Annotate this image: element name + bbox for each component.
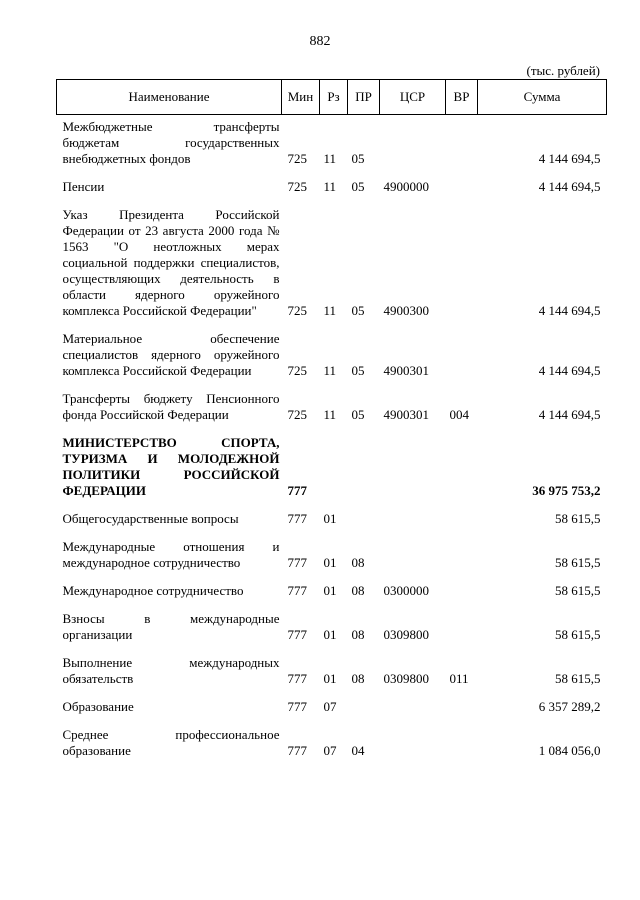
cell-rz: 01	[323, 671, 337, 686]
table-row	[57, 499, 607, 527]
cell-name: МИНИСТЕРСТВО СПОРТА, ТУРИЗМА И МОЛОДЕЖНОЙ ПОЛИТИКИ РОССИЙСКОЙ ФЕДЕРАЦИИ	[62, 435, 280, 498]
cell-vr	[446, 499, 478, 527]
cell-min: 777	[287, 583, 307, 598]
header-vr: ВР	[446, 80, 478, 115]
cell-csr	[380, 115, 446, 168]
cell-name: Взносы в международные организации	[62, 611, 280, 642]
page-number: 882	[309, 34, 331, 49]
cell-pr: 05	[351, 407, 365, 422]
header-csr: ЦСР	[380, 80, 446, 115]
cell-csr: 4900300	[383, 303, 429, 318]
cell-csr	[380, 527, 446, 571]
cell-vr	[446, 527, 478, 571]
cell-rz: 11	[323, 303, 337, 318]
cell-rz: 01	[323, 583, 337, 598]
cell-rz: 11	[323, 407, 337, 422]
cell-vr: 011	[449, 671, 469, 686]
cell-csr: 4900000	[383, 179, 429, 194]
cell-pr	[348, 499, 380, 527]
cell-min: 777	[287, 511, 307, 526]
cell-csr: 0300000	[383, 583, 429, 598]
cell-vr	[446, 571, 478, 599]
table-header-row	[57, 80, 607, 115]
cell-sum: 4 144 694,5	[538, 303, 601, 318]
cell-vr: 004	[449, 407, 469, 422]
cell-min: 725	[287, 303, 307, 318]
cell-min: 777	[287, 743, 307, 758]
units-label: (тыс. рублей)	[526, 63, 600, 78]
cell-rz	[320, 423, 348, 499]
cell-csr	[380, 687, 446, 715]
cell-name: Межбюджетные трансферты бюджетам государственных внебюджетных фондов	[62, 119, 280, 166]
cell-min: 777	[287, 555, 307, 570]
table-row	[57, 167, 607, 195]
cell-pr: 05	[351, 179, 365, 194]
cell-sum: 58 615,5	[555, 671, 601, 686]
cell-name: Международное сотрудничество	[62, 583, 244, 598]
table-row	[57, 599, 607, 643]
cell-min: 777	[287, 627, 307, 642]
cell-name: Материальное обеспечение специалистов ядерного оружейного комплекса Российской Федерации	[62, 331, 280, 378]
cell-csr: 4900301	[383, 363, 429, 378]
table-row	[57, 715, 607, 759]
cell-min: 725	[287, 151, 307, 166]
cell-sum: 58 615,5	[555, 627, 601, 642]
cell-sum: 58 615,5	[555, 511, 601, 526]
cell-min: 777	[287, 699, 307, 714]
cell-csr: 4900301	[383, 407, 429, 422]
cell-name: Образование	[62, 699, 134, 714]
table-body	[57, 115, 607, 760]
cell-vr	[446, 167, 478, 195]
cell-csr	[380, 423, 446, 499]
table-row	[57, 643, 607, 687]
cell-vr	[446, 319, 478, 379]
cell-rz: 01	[323, 627, 337, 642]
cell-pr: 08	[351, 671, 365, 686]
cell-pr: 05	[351, 303, 365, 318]
cell-min: 725	[287, 407, 307, 422]
cell-sum: 36 975 753,2	[532, 483, 601, 498]
table-row	[57, 379, 607, 423]
cell-csr: 0309800	[383, 671, 429, 686]
cell-rz: 01	[323, 555, 337, 570]
cell-csr: 0309800	[383, 627, 429, 642]
cell-rz: 01	[323, 511, 337, 526]
cell-vr	[446, 195, 478, 319]
cell-csr	[380, 715, 446, 759]
table-row	[57, 527, 607, 571]
table-row	[57, 423, 607, 499]
cell-pr	[348, 687, 380, 715]
header-rz: Рз	[320, 80, 348, 115]
cell-rz: 11	[323, 179, 337, 194]
cell-vr	[446, 115, 478, 168]
cell-rz: 11	[323, 363, 337, 378]
table-row	[57, 319, 607, 379]
cell-sum: 6 357 289,2	[538, 699, 601, 714]
cell-vr	[446, 687, 478, 715]
cell-min: 725	[287, 363, 307, 378]
header-sum: Сумма	[478, 80, 607, 115]
cell-rz: 07	[323, 743, 337, 758]
header-pr: ПР	[348, 80, 380, 115]
cell-name: Пенсии	[62, 179, 105, 194]
budget-table	[56, 79, 607, 759]
cell-name: Международные отношения и международное сотрудничество	[62, 539, 280, 570]
cell-vr	[446, 715, 478, 759]
cell-pr: 08	[351, 555, 365, 570]
cell-rz: 11	[323, 151, 337, 166]
cell-pr: 05	[351, 151, 365, 166]
cell-name: Трансферты бюджету Пенсионного фонда Российской Федерации	[62, 391, 280, 422]
cell-sum: 58 615,5	[555, 583, 601, 598]
cell-pr: 08	[351, 627, 365, 642]
cell-pr: 05	[351, 363, 365, 378]
cell-name: Общегосударственные вопросы	[62, 511, 239, 526]
cell-vr	[446, 423, 478, 499]
table-row	[57, 571, 607, 599]
cell-sum: 4 144 694,5	[538, 151, 601, 166]
cell-pr: 08	[351, 583, 365, 598]
header-min: Мин	[282, 80, 320, 115]
table-row	[57, 687, 607, 715]
cell-name: Выполнение международных обязательств	[62, 655, 280, 686]
cell-sum: 4 144 694,5	[538, 363, 601, 378]
cell-min: 725	[287, 179, 307, 194]
cell-pr: 04	[351, 743, 365, 758]
cell-rz: 07	[323, 699, 337, 714]
cell-pr	[348, 423, 380, 499]
cell-vr	[446, 599, 478, 643]
header-name: Наименование	[57, 80, 282, 115]
cell-name: Указ Президента Российской Федерации от 23 августа 2000 года № 1563 "О неотложных мерах социальной поддержки специалистов, осуществляющих деятельность в области ядерного оружейного комплекса Российской Федерации"	[62, 207, 280, 318]
cell-min: 777	[287, 483, 307, 498]
cell-name: Среднее профессиональное образование	[62, 727, 280, 758]
table-row	[57, 115, 607, 168]
cell-sum: 1 084 056,0	[538, 743, 601, 758]
cell-sum: 4 144 694,5	[538, 407, 601, 422]
cell-min: 777	[287, 671, 307, 686]
cell-csr	[380, 499, 446, 527]
cell-sum: 58 615,5	[555, 555, 601, 570]
table-row	[57, 195, 607, 319]
cell-sum: 4 144 694,5	[538, 179, 601, 194]
